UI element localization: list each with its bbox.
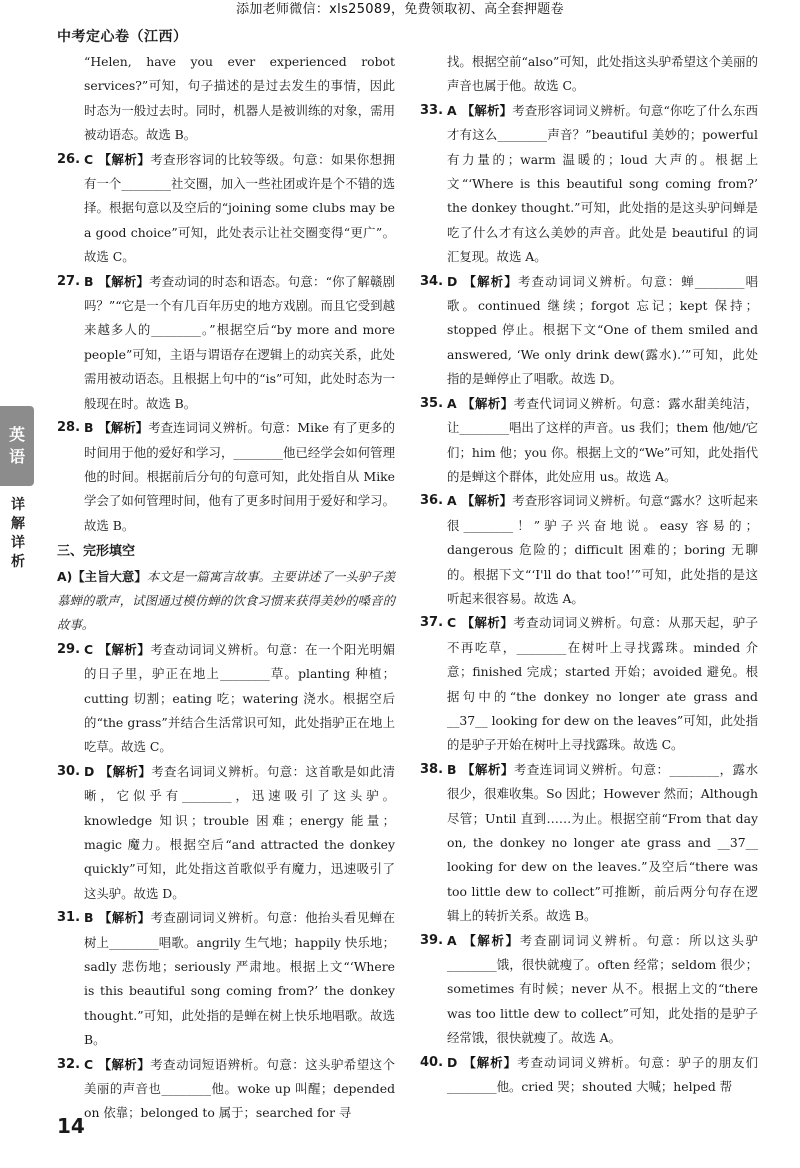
question-number: 31. [57, 910, 81, 926]
answer-entry [420, 929, 758, 1051]
side-label-char: 详 [11, 535, 25, 551]
answer-letter: D [447, 273, 458, 289]
question-number: 37. [420, 615, 444, 631]
analysis-text: 考查形容词词义辨析。句意“露水？这听起来很________！”驴子兴奋地说。easy 容易的；dangerous 危险的；difficult 困难的；boring 无聊的。根据下文“‘I'll do that too!’”可知，此处指的是这听起来很容易。故选 A。 [447, 493, 758, 606]
analysis-text: 考查形容词词义辨析。句意“你吃了什么东西才有这么________声音？”beautiful 美妙的；powerful 有力量的；warm 温暖的；loud 大声的。根据上文“‘Where is this beautiful song coming from?’ the donkey thought.”可知，此处指的是这头驴问蝉是吃了什么才有这么美妙的声音。此处是 beautiful 的词汇复现。故选 A。 [447, 102, 758, 265]
answer-entry [57, 148, 395, 270]
analysis-tag: 【解析】 [98, 910, 151, 926]
analysis-text: 考查动词词义辨析。句意：在一个阳光明媚的日子里，驴正在地上________草。planting 种植；cutting 切割；eating 吃；watering 浇水。根据空后的“the grass”并结合生活常识可知，此处指驴正在地上吃草。故选 C。 [84, 641, 396, 755]
answer-letter: D [447, 1054, 458, 1070]
analysis-tag: 【解析】 [98, 273, 150, 289]
analysis-text: 考查连词词义辨析。句意：Mike 有了更多的时间用于他的爱好和学习，________他已经学会如何管理他的时间。根据前后分句的句意可知，此处指自从 Mike 学会了如何管理时间，他有了更多时间用于爱好和学习。故选 B。 [84, 420, 396, 533]
analysis-tag: 【解析】 [462, 273, 518, 289]
analysis-tag: 【解析】 [461, 395, 514, 411]
analysis-text: 考查动词短语辨析。句意：这头驴希望这个美丽的声音也________他。woke up 叫醒；depended on 依靠；belonged to 属于；searched for 寻 [84, 1056, 396, 1121]
main-idea-summary [57, 565, 395, 638]
subject-tab-char: 英 [8, 425, 25, 444]
side-label-char: 析 [11, 554, 25, 570]
analysis-text: 考查代词词义辨析。句意：露水甜美纯洁，让________唱出了这样的声音。us 我们；them 他/她/它们；him 他；you 你。根据上文的“We”可知，此处指代的是蝉这个群体，此处应用 us。故选 A。 [447, 395, 759, 484]
answer-letter: C [447, 615, 457, 631]
answer-entry [420, 489, 758, 611]
answer-letter: A [447, 102, 457, 118]
analysis-tag: 【解析】 [461, 102, 513, 118]
analysis-text: 考查动词词义辨析。句意：蝉________唱歌。continued 继续；forgot 忘记；kept 保持；stopped 停止。根据下文“One of them smiled and answered, ‘We only drink dew(露水).’”可知，此处指的是蝉停止了唱歌。故选 D。 [447, 273, 759, 387]
analysis-tag: 【解析】 [461, 761, 514, 777]
analysis-tag: 【解析】 [461, 615, 514, 631]
question-number: 28. [57, 420, 81, 436]
analysis-tag: 【解析】 [461, 932, 520, 948]
answer-letter: D [84, 763, 95, 779]
analysis-tag: 【解析】 [98, 1056, 151, 1072]
question-number: 30. [57, 763, 81, 779]
right-column [420, 50, 758, 1099]
question-number: 34. [420, 273, 444, 289]
question-number: 38. [420, 761, 444, 777]
page-number: 14 [57, 1114, 85, 1138]
answer-entry [420, 99, 758, 270]
left-column [57, 50, 395, 1126]
analysis-tag: 【解析】 [461, 493, 513, 509]
analysis-text: 考查动词的时态和语态。句意：“你了解赣剧吗？”“它是一个有几百年历史的地方戏剧。而且它受到越来越多人的________。”根据空后“by more and more people”可知，主语与谓语存在逻辑上的动宾关系，此处需用被动语态。且根据上句中的“is”可知，此处时态为一般现在时。故选 B。 [84, 273, 395, 411]
side-label [8, 496, 28, 572]
analysis-text: 考查名词词义辨析。句意：这首歌是如此清晰，它似乎有________，迅速吸引了这头驴。knowledge 知识；trouble 困难；energy 能量；magic 魔力。根据空后“and attracted the donkey quickly”可知，此处指这首歌似乎有魔力，迅速吸引了这头驴。故选 D。 [84, 763, 396, 901]
question-number: 27. [57, 273, 81, 289]
promo-banner: 添加老师微信：xls25089，免费领取初、高全套押题卷 [236, 2, 564, 17]
question-number: 32. [57, 1056, 81, 1072]
answer-entry [420, 270, 758, 392]
question-number: 36. [420, 493, 444, 509]
question-number: 40. [420, 1054, 444, 1070]
analysis-text: 考查动词词义辨析。句意：从那天起，驴子不再吃草，________在树叶上寻找露珠。minded 介意；finished 完成；started 开始；avoided 避免。根据句中的“the donkey no longer ate grass and __37__ looking for dew on the leaves”可知，此处指的是驴子开始在树叶上寻找露珠。故选 C。 [447, 615, 759, 753]
answer-letter: B [84, 420, 94, 436]
answer-letter: B [84, 273, 94, 289]
question-number: 26. [57, 151, 81, 167]
answer-entry [57, 416, 395, 538]
answer-entry [57, 270, 395, 416]
answer-entry [57, 760, 395, 906]
analysis-tag: 【解析】 [98, 151, 151, 167]
subject-tab-char: 语 [8, 447, 25, 466]
answer-entry [420, 611, 758, 757]
answer-entry [57, 1053, 395, 1126]
analysis-text: 考查副词词义辨析。句意：所以这头驴________饿，很快就瘦了。often 经常；seldom 很少；sometimes 有时候；never 从不。根据上文的“there was too little dew to collect”可知，此处指的是驴子经常饿，很快就瘦了。故选 A。 [447, 932, 759, 1046]
side-label-char: 解 [11, 516, 25, 532]
analysis-tag: 【解析】 [462, 1054, 518, 1070]
answer-letter: C [84, 151, 94, 167]
answer-letter: A [447, 493, 457, 509]
analysis-text: 考查连词词义辨析。句意：________，露水很少，很难收集。So 因此；However 然而；Although 尽管；Until 直到……为止。根据空前“From that day on, the donkey no longer ate grass and __37__ looking for dew on the leaves.”及空后“there was too little dew to collect”可推断，前后两分句存在逻辑上的转折关系。故选 B。 [447, 761, 758, 924]
section-title: 三、完形填空 [57, 544, 136, 560]
question-number: 35. [420, 395, 444, 411]
continued-text: 找。根据空前“also”可知，此处指这头驴希望这个美丽的声音也属于他。故选 C。 [447, 54, 758, 94]
answer-letter: B [447, 761, 457, 777]
answer-letter: A [447, 932, 457, 948]
answer-letter: C [84, 1056, 94, 1072]
continued-text: “Helen, have you ever experienced robot services?”可知，句子描述的是过去发生的事情，因此时态为一般过去时。同时，机器人是被训练的对象，需用被动语态。故选 B。 [84, 54, 395, 143]
answer-letter: B [84, 910, 94, 926]
page-header-title: 中考定心卷（江西） [57, 29, 188, 45]
answer-letter: C [84, 641, 94, 657]
question-number: 29. [57, 641, 81, 657]
answer-letter: A [447, 395, 457, 411]
analysis-text: 考查副词词义辨析。句意：他抬头看见蝉在树上________唱歌。angrily 生气地；happily 快乐地；sadly 悲伤地；seriously 严肃地。根据上文“‘Where is this beautiful song coming from?’ the donkey thought.”可知，此处指的是蝉在树上快乐地唱歌。故选 B。 [84, 910, 396, 1048]
main-idea-text: 本文是一篇寓言故事。主要讲述了一头驴子羡慕蝉的歌声，试图通过模仿蝉的饮食习惯来获得美妙的嗓音的故事。 [57, 568, 396, 633]
analysis-tag: 【解析】 [99, 763, 152, 779]
answer-entry [57, 906, 395, 1052]
analysis-tag: 【解析】 [98, 420, 149, 436]
subject-tab [0, 406, 34, 486]
question-number: 39. [420, 932, 444, 948]
side-label-char: 详 [11, 497, 25, 513]
main-idea-tag: A)【主旨大意】 [57, 568, 147, 584]
answer-entry [420, 392, 758, 490]
answer-entry [420, 1051, 758, 1100]
analysis-text: 考查形容词的比较等级。句意：如果你想拥有一个________社交圈，加入一些社团或许是个不错的选择。根据句意以及空后的“joining some clubs may be a good choice”可知，此处表示让社交圈变得“更广”。故选 C。 [84, 151, 396, 265]
answer-entry [420, 758, 758, 929]
question-number: 33. [420, 102, 444, 118]
analysis-text: 考查动词词义辨析。句意：驴子的朋友们________他。cried 哭；shouted 大喊；helped 帮 [447, 1054, 759, 1095]
analysis-tag: 【解析】 [98, 641, 151, 657]
answer-entry [57, 638, 395, 760]
